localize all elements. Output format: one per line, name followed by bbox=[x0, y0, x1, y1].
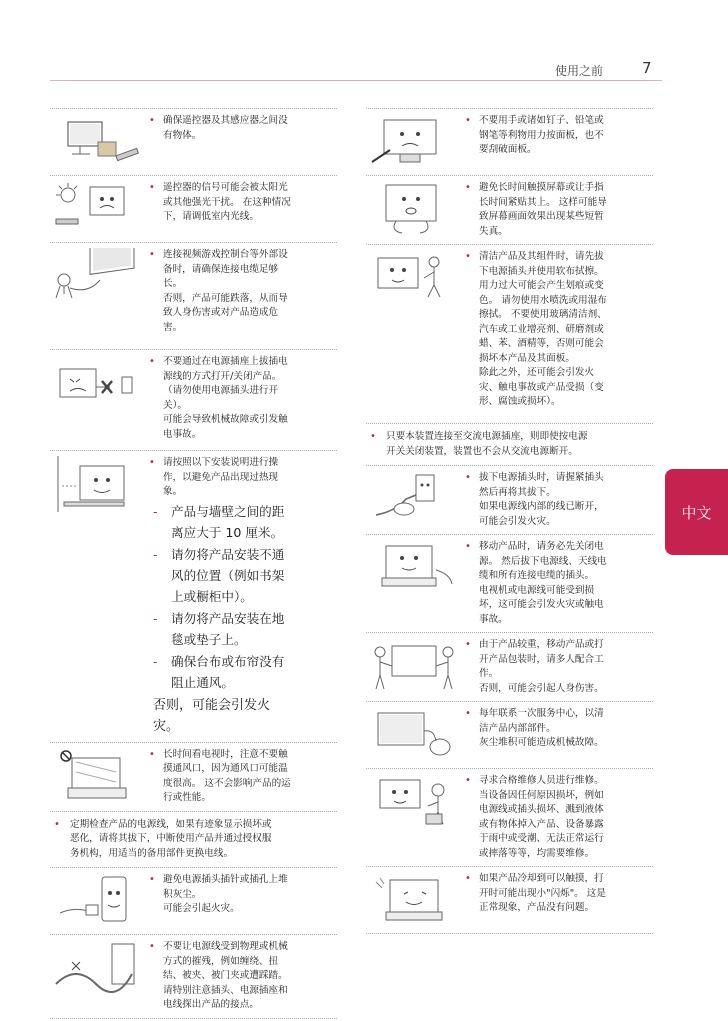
full-width-item: • 只要本装置连接至交流电源插座，则即使按电源 开关关闭装置，装置也不会从交流电源断开。 bbox=[366, 423, 653, 465]
item-text: 定期检查产品的电源线，如果有迹象显示损坏或 恶化，请将其拔下，中断使用产品并通过授权服 务机构，用适当的备用部件更换电线。 bbox=[70, 818, 272, 859]
item-text: 请按照以下安装说明进行操 作，以避免产品出现过热现 象。 bbox=[163, 457, 279, 497]
dust-plug-icon bbox=[50, 873, 147, 929]
list-item: • 移动产品时，请务必先关闭电 源。 然后拔下电源线、天线电 缆和所有连接电缆的插头。 电视机或电源线可能受到损 坏，这可能会引发火灾或触电 事故。 bbox=[366, 534, 653, 632]
page-number: 7 bbox=[642, 59, 652, 77]
item-text: 移动产品时，请务必先关闭电 源。 然后拔下电源线、天线电 缆和所有连接电缆的插头。 电视机或电源线可能受到损 坏，这可能会引发火灾或触电 事故。 bbox=[479, 541, 607, 625]
sharp-object-icon bbox=[366, 114, 463, 170]
item-text: 如果产品冷却到可以触摸，打 开时可能出现小"闪烁"。 这是 正常现象，产品没有问题。 bbox=[479, 873, 606, 913]
wall-ventilation-icon bbox=[50, 456, 147, 512]
section-title: 使用之前 bbox=[555, 64, 604, 78]
plug-switch-icon bbox=[50, 355, 147, 411]
item-text: 清洁产品及其组件时，请先拔 下电源插头并使用软布拭擦。 用力过大可能会产生划痕或变 色。 请勿使用水喷洗或用湿布 擦拭。 不要使用玻璃清洁剂、 汽车或工业增亮剂、研磨剂或 蜡、苯、酒精等，否则可能会 损坏本产品及其面板。 除此之外，还可能会引发火 灾、触电事故或产品受损（变 形、腐蚀或损坏）。 bbox=[479, 251, 607, 407]
left-column bbox=[50, 108, 337, 1019]
item-text: 不要通过在电源插座上拔插电 源线的方式打开/关闭产品。 （请勿使用电源插头进行开 关）。 可能会导致机械故障或引发触 电事故。 bbox=[163, 356, 288, 440]
item-text: 长时间看电视时，注意不要触 摸通风口，因为通风口可能温 度很高。 这不会影响产品的运 行或性能。 bbox=[163, 748, 291, 803]
unplug-hand-icon bbox=[366, 471, 463, 527]
language-tab[interactable]: 中文 bbox=[665, 469, 728, 555]
item-text: 寻求合格维修人员进行维修。 当设备因任何原因损坏，例如 电源线或插头损坏、溅到液体 或有物体掉入产品、设备暴露 于雨中或受潮、无法正常运行 或摔落等等，均需要维修。 bbox=[479, 775, 604, 859]
item-text: 确保遥控器及其感应器之间没 有物体。 bbox=[163, 115, 288, 141]
list-item: • 寻求合格维修人员进行维修。 当设备因任何原因损坏，例如 电源线或插头损坏、溅到液体 或有物体掉入产品、设备暴露 于雨中或受潮、无法正常运行 或摔落等等，均需要维修。 bbox=[366, 768, 653, 866]
list-item: • 不要用手或诸如钉子、铅笔或 钢笔等利物用力按面板，也不 要刮破面板。 bbox=[366, 108, 653, 175]
list-item: • 确保遥控器及其感应器之间没 有物体。 bbox=[50, 108, 337, 175]
list-item: • 如果产品冷却到可以触摸，打 开时可能出现小"闪烁"。 这是 正常现象，产品没有问题。 bbox=[366, 866, 653, 933]
list-item: • 长时间看电视时，注意不要触 摸通风口，因为通风口可能温 度很高。 这不会影响产品的运 行或性能。 bbox=[50, 742, 337, 811]
divider bbox=[50, 1018, 337, 1019]
item-text: 拔下电源插头时，请握紧插头 然后再将其拔下。 如果电源线内部的线已断开， 可能会引发火灾。 bbox=[479, 472, 604, 527]
list-item: • 每年联系一次服务中心，以清 洁产品内部部件。 灰尘堆积可能造成机械故障。 bbox=[366, 701, 653, 768]
item-text: 不要让电源线受到物理或机械 方式的摧残，例如缠绕、扭 结、被夹、被门夹或遭踩踏。 请特别注意插头、电源插座和 电线探出产品的接点。 bbox=[163, 941, 288, 1010]
sub-item: - 请勿将产品安装在地 毯或垫子上。 bbox=[149, 608, 337, 650]
full-width-item: • 定期检查产品的电源线，如果有迹象显示损坏或 恶化，请将其拔下，中断使用产品并通过授权服 务机构，用适当的备用部件更换电线。 bbox=[50, 811, 337, 868]
game-console-cable-icon bbox=[50, 248, 147, 304]
warning-result: 否则，可能会引发火 灾。 bbox=[153, 697, 271, 734]
remote-sensor-clear-icon bbox=[50, 114, 147, 170]
header-divider bbox=[50, 80, 662, 81]
item-text: 避免长时间触摸屏幕或让手指 长时间紧贴其上。 这样可能导 致屏幕画面效果出现某些短暂 失真。 bbox=[479, 182, 607, 237]
cleaning-icon bbox=[366, 250, 463, 306]
item-text: 避免电源插头插针或插孔上堆 积灰尘。 可能会引起火灾。 bbox=[163, 874, 288, 914]
repair-person-icon bbox=[366, 774, 463, 830]
item-text: 只要本装置连接至交流电源插座，则即使按电源 开关关闭装置，装置也不会从交流电源断开。 bbox=[386, 431, 588, 457]
moving-tv-icon bbox=[366, 540, 463, 596]
divider bbox=[366, 933, 653, 934]
list-item: • 不要通过在电源插座上拔插电 源线的方式打开/关闭产品。 （请勿使用电源插头进行开 关）。 可能会导致机械故障或引发触 电事故。 bbox=[50, 349, 337, 450]
list-item: • 避免长时间触摸屏幕或让手指 长时间紧贴其上。 这样可能导 致屏幕画面效果出现某些短暂 失真。 bbox=[366, 175, 653, 244]
covered-vent-icon bbox=[50, 748, 147, 804]
install-instructions: • 请按照以下安装说明进行操 作，以避免产品出现过热现 象。 - 产品与墙壁之间的距 离应大于 10 厘米。 - 请勿将产品安装不通 风的位置（例如书架 上或橱柜中）。 - 请勿将产品安装在地 毯或垫子上。 - 确保台布或布帘没有 阻止通风。 否则，可能会引发火 灾。 bbox=[50, 450, 337, 742]
item-text: 不要用手或诸如钉子、铅笔或 钢笔等利物用力按面板，也不 要刮破面板。 bbox=[479, 115, 604, 155]
sub-item-text: 确保台布或布帘没有 阻止通风。 bbox=[171, 653, 285, 690]
list-item: • 连接视频游戏控制台等外部设 备时，请确保连接电缆足够 长。 否则，产品可能跌落，从而导 致人身伤害或对产品造成危 害。 bbox=[50, 242, 337, 349]
click-sound-icon bbox=[366, 872, 463, 928]
sub-item-text: 产品与墙壁之间的距 离应大于 10 厘米。 bbox=[171, 503, 285, 540]
list-item: • 不要让电源线受到物理或机械 方式的摧残，例如缠绕、扭 结、被夹、被门夹或遭踩踏。 请特别注意插头、电源插座和 电线探出产品的接点。 bbox=[50, 934, 337, 1018]
list-item: • 由于产品较重，移动产品或打 开产品包装时，请多人配合工 作。 否则，可能会引起人身伤害。 bbox=[366, 632, 653, 701]
cable-damage-icon bbox=[50, 940, 147, 996]
list-item: • 遥控器的信号可能会被太阳光 或其他强光干扰。 在这种情况 下，请调低室内光线。 bbox=[50, 175, 337, 242]
sub-item-text: 请勿将产品安装不通 风的位置（例如书架 上或橱柜中）。 bbox=[171, 546, 285, 604]
sunlight-remote-icon bbox=[50, 181, 147, 237]
sub-item-text: 请勿将产品安装在地 毯或垫子上。 bbox=[171, 610, 285, 647]
item-text: 连接视频游戏控制台等外部设 备时，请确保连接电缆足够 长。 否则，产品可能跌落，从而导 致人身伤害或对产品造成危 害。 bbox=[163, 249, 288, 333]
item-text: 由于产品较重，移动产品或打 开产品包装时，请多人配合工 作。 否则，可能会引起人身伤害。 bbox=[479, 639, 604, 694]
touch-screen-icon bbox=[366, 181, 463, 237]
right-column bbox=[366, 108, 653, 934]
item-text: 遥控器的信号可能会被太阳光 或其他强光干扰。 在这种情况 下，请调低室内光线。 bbox=[163, 182, 291, 222]
sub-item: - 产品与墙壁之间的距 离应大于 10 厘米。 bbox=[149, 501, 337, 543]
list-item: • 清洁产品及其组件时，请先拔 下电源插头并使用软布拭擦。 用力过大可能会产生划痕或变 色。 请勿使用水喷洗或用湿布 擦拭。 不要使用玻璃清洁剂、 汽车或工业增亮剂、研磨剂或 蜡、苯、酒精等，否则可能会 损坏本产品及其面板。 除此之外，还可能会引发火 灾、触电事故或产品受损（变 形、腐蚀或损坏）。 bbox=[366, 244, 653, 423]
list-item: • 拔下电源插头时，请握紧插头 然后再将其拔下。 如果电源线内部的线已断开， 可能会引发火灾。 bbox=[366, 465, 653, 534]
sub-item: - 请勿将产品安装不通 风的位置（例如书架 上或橱柜中）。 bbox=[149, 544, 337, 607]
sub-item: - 确保台布或布帘没有 阻止通风。 bbox=[149, 651, 337, 693]
list-item: • 避免电源插头插针或插孔上堆 积灰尘。 可能会引起火灾。 bbox=[50, 867, 337, 934]
vacuum-service-icon bbox=[366, 707, 463, 763]
item-text: 每年联系一次服务中心，以清 洁产品内部部件。 灰尘堆积可能造成机械故障。 bbox=[479, 708, 604, 748]
two-person-carry-icon bbox=[366, 638, 463, 694]
